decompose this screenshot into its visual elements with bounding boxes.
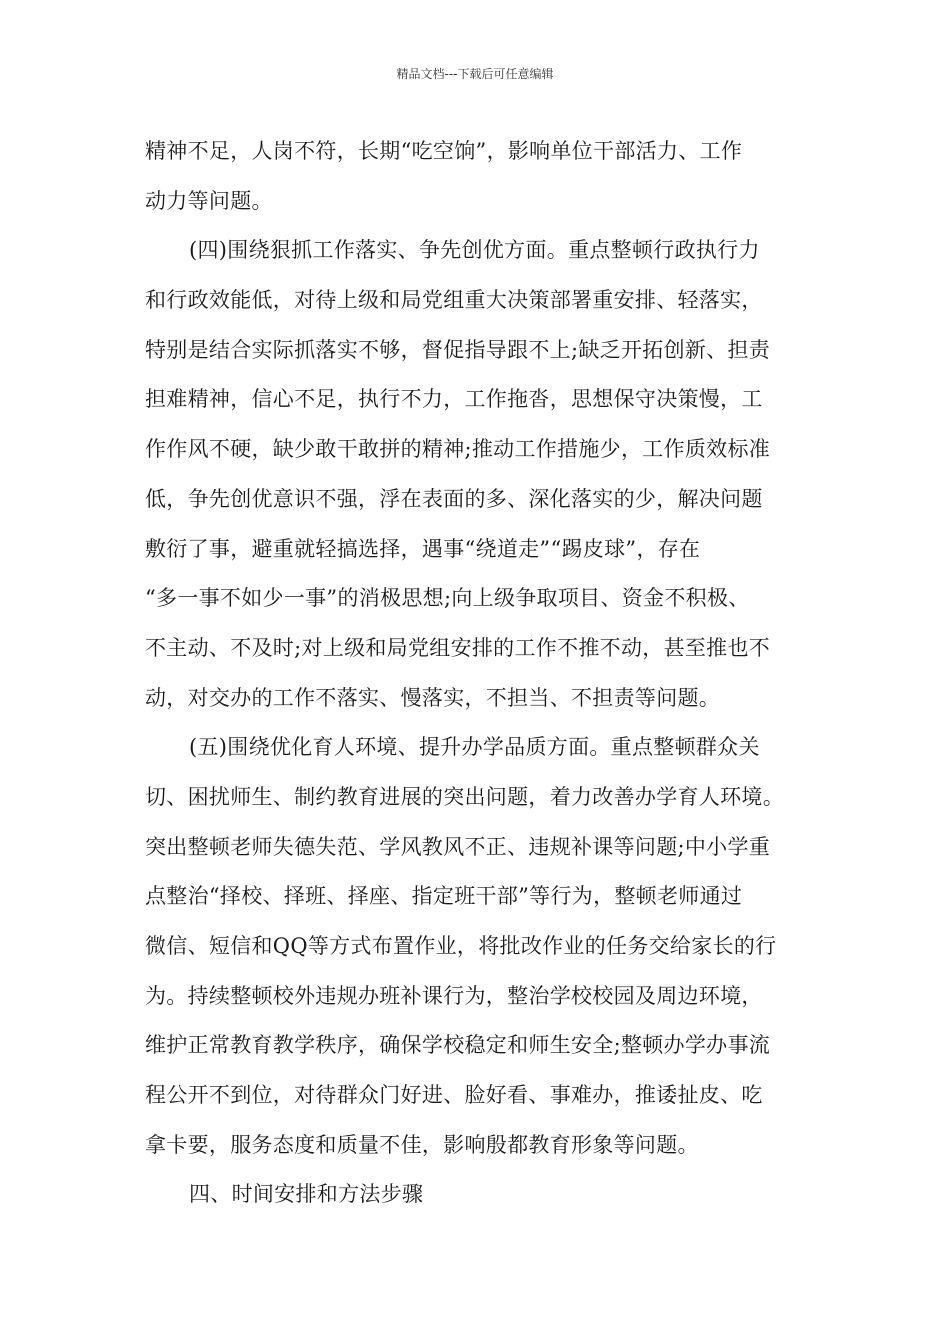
text-line: 担难精神，信心不足，执行不力，工作拖沓，思想保守决策慢，工 — [145, 387, 763, 412]
text-line: 低，争先创优意识不强，浮在表面的多、深化落实的少，解决问题 — [145, 486, 763, 511]
text-line: 拿卡要，服务态度和质量不佳，影响殷都教育形象等问题。 — [145, 1132, 699, 1157]
text-line: 作作风不硬，缺少敢干敢拼的精神;推动工作措施少，工作质效标准 — [145, 437, 771, 462]
text-line: 特别是结合实际抓落实不够，督促指导跟不上;缺乏开拓创新、担责 — [145, 337, 771, 362]
text-line: 动，对交办的工作不落实、慢落实，不担当、不担责等问题。 — [145, 685, 721, 710]
text-line: 精神不足，人岗不符，长期“吃空饷”，影响单位干部活力、工作 — [145, 139, 743, 163]
text-line: 不主动、不及时;对上级和局党组安排的工作不推不动，甚至推也不 — [145, 635, 771, 660]
text-line: 维护正常教育教学秩序，确保学校稳定和师生安全;整顿办学办事流 — [145, 1033, 771, 1058]
paragraph-first-line: (四)围绕狠抓工作落实、争先创优方面。重点整顿行政执行力 — [189, 238, 760, 263]
text-line: 微信、短信和QQ等方式布置作业，将批改作业的任务交给家长的行 — [145, 934, 777, 958]
text-line: 程公开不到位，对待群众门好进、脸好看、事难办，推诿扯皮、吃 — [145, 1083, 763, 1108]
text-line: 为。持续整顿校外违规办班补课行为，整治学校校园及周边环境， — [145, 983, 763, 1008]
paragraph-first-line: (五)围绕优化育人环境、提升办学品质方面。重点整顿群众关 — [189, 735, 760, 760]
text-line: 突出整顿老师失德失范、学风教风不正、违规补课等问题;中小学重 — [145, 834, 771, 859]
text-line: 动力等问题。 — [145, 188, 273, 213]
text-line: “多一事不如少一事”的消极思想;向上级争取项目、资金不积极、 — [145, 586, 750, 611]
page-header: 精品文档---下载后可任意编辑 — [396, 67, 554, 81]
text-line: 和行政效能低，对待上级和局党组重大决策部署重安排、轻落实， — [145, 288, 763, 313]
section-heading: 四、时间安排和方法步骤 — [189, 1182, 424, 1207]
document-body — [145, 127, 815, 1220]
text-line: 切、困扰师生、制约教育进展的突出问题，着力改善办学育人环境。 — [145, 784, 784, 809]
text-line: 敷衍了事，避重就轻搞选择，遇事“绕道走”“踢皮球”，存在 — [145, 536, 701, 561]
text-line: 点整治“择校、择班、择座、指定班干部”等行为，整顿老师通过 — [145, 884, 743, 909]
